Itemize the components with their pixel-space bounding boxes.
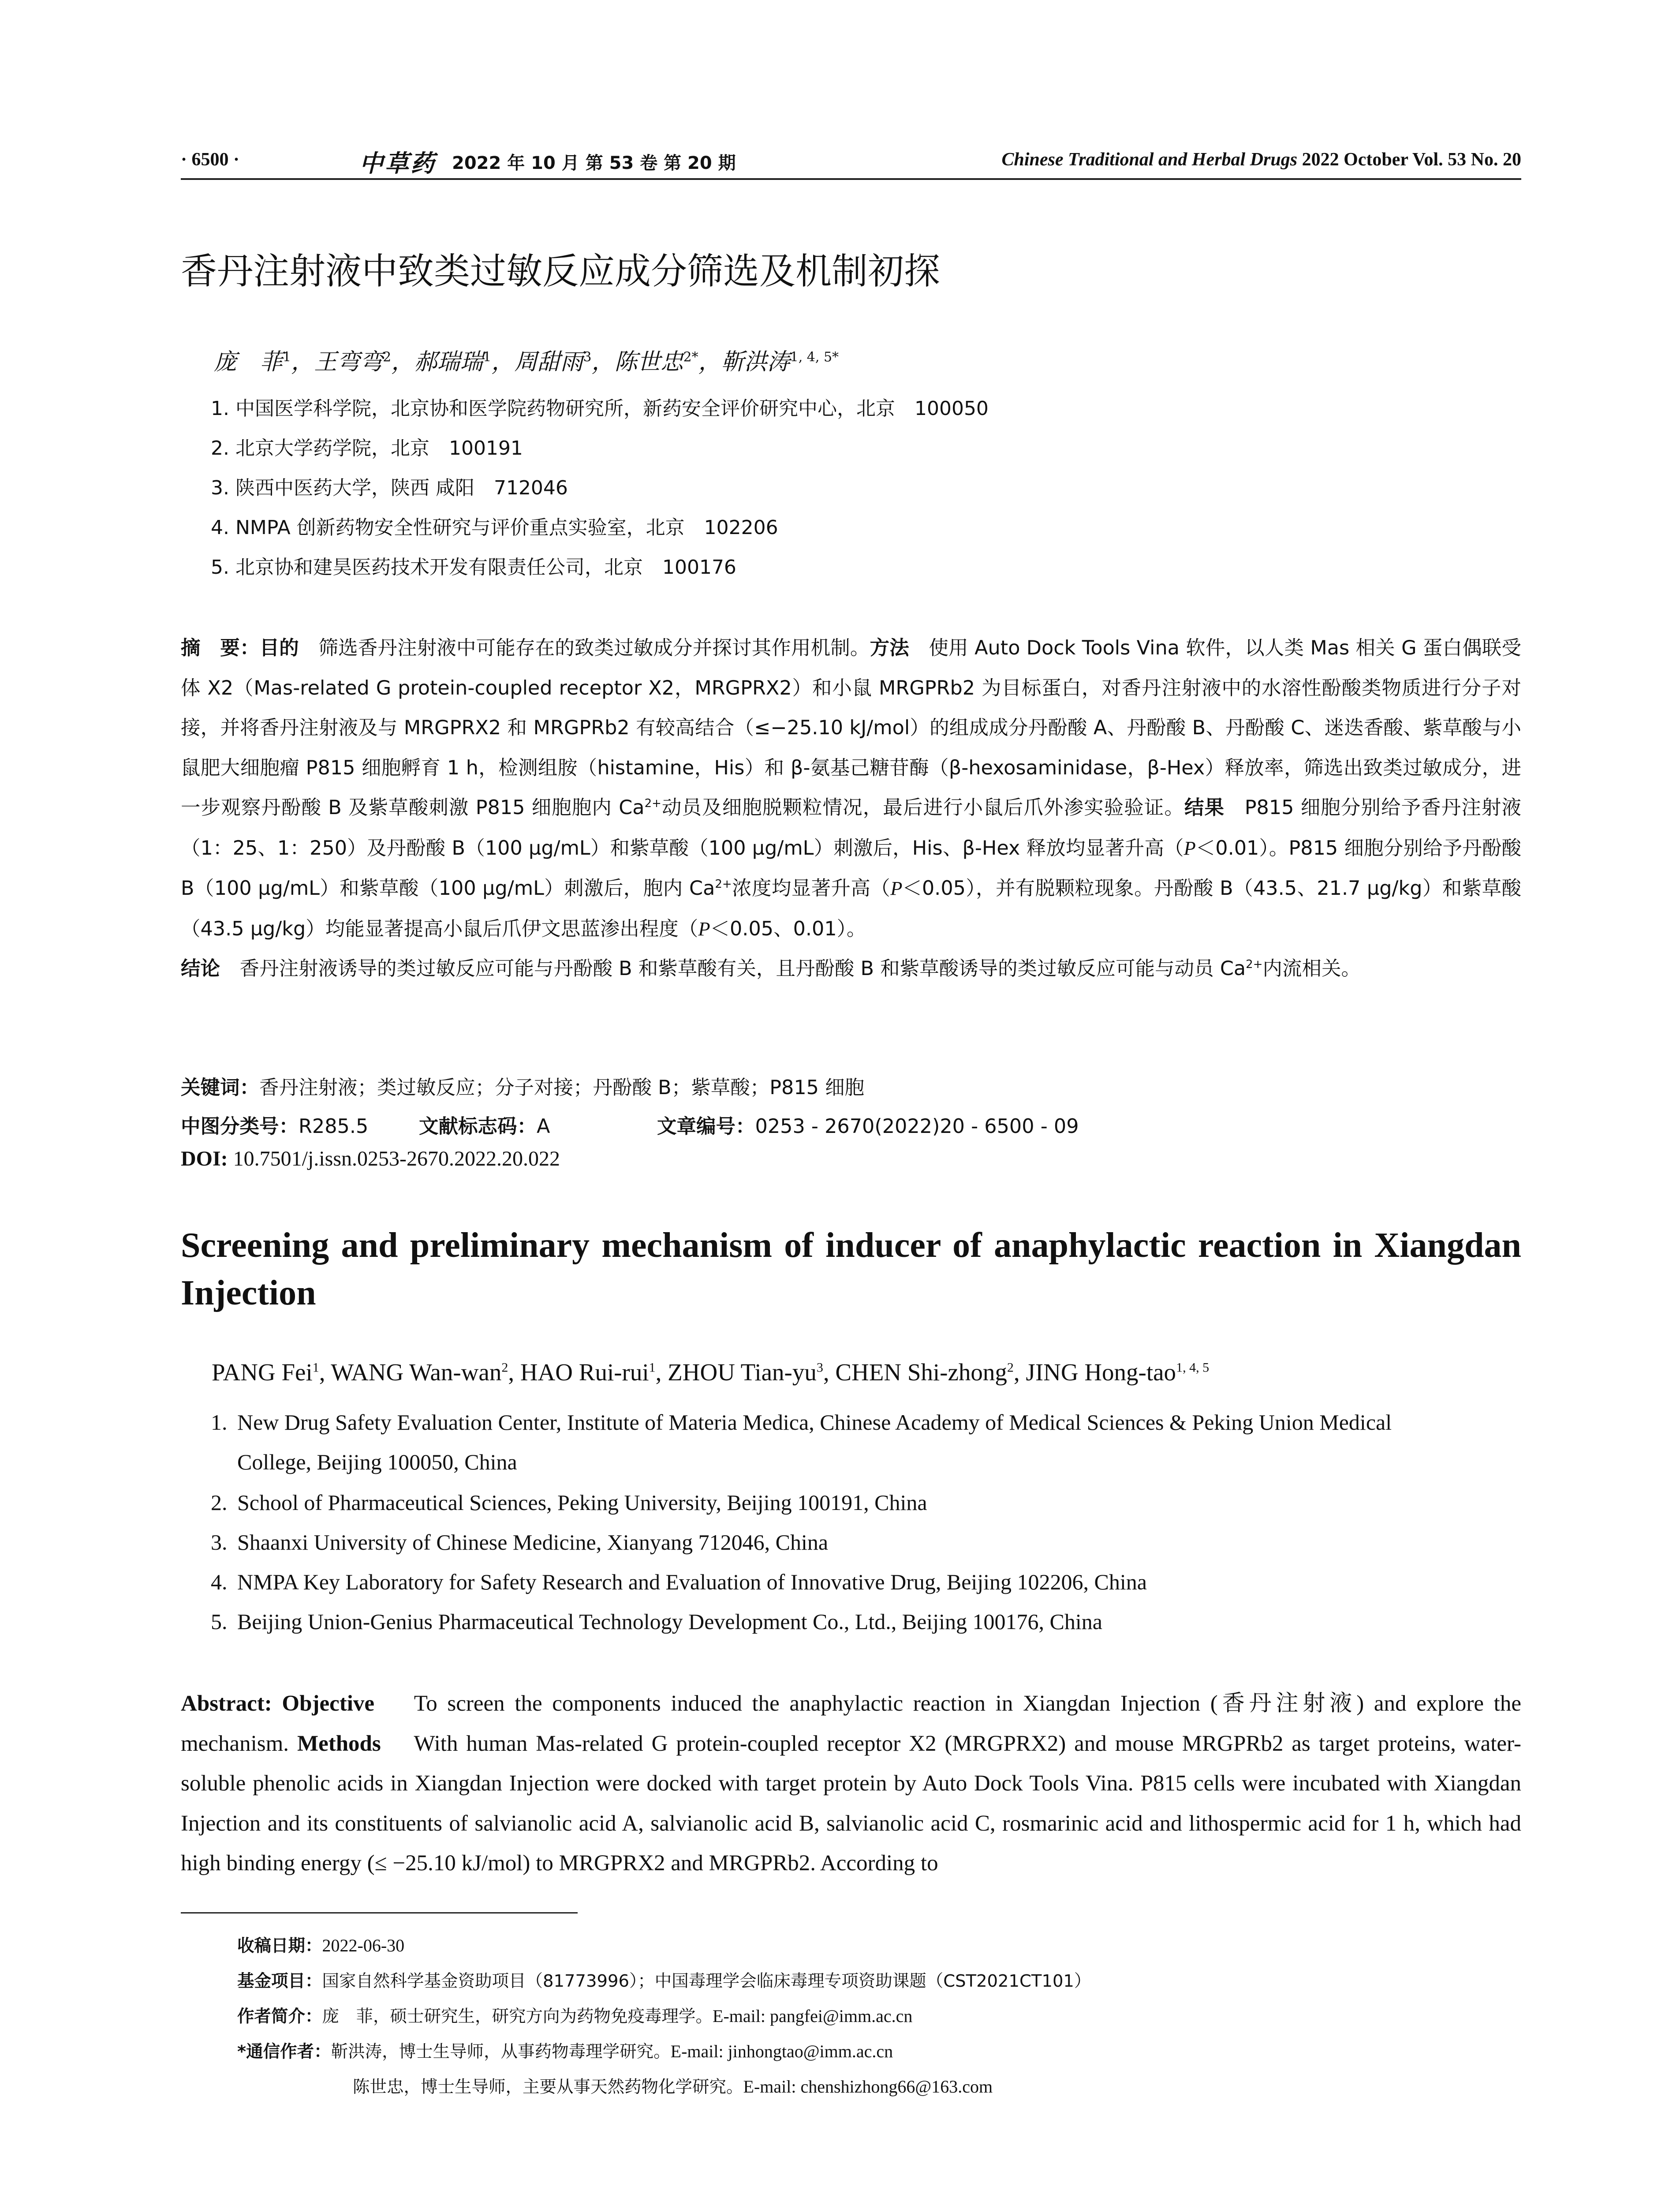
article-title-en: Screening and preliminary mechanism of inducer of anaphylactic reaction in Xiangdan Injection: [181, 1226, 1521, 1312]
objective-label-en: Objective: [282, 1691, 374, 1716]
author-affil-en: 1: [649, 1360, 656, 1375]
author-name-cn: 郝瑞瑞: [414, 349, 483, 375]
objective-text-cn: 筛选香丹注射液中可能存在的致类过敏成分并探讨其作用机制。: [318, 637, 870, 659]
header-divider: [181, 178, 1521, 180]
clc-value: R285.5: [299, 1115, 369, 1138]
affiliation-cn: 4. NMPA 创新药物安全性研究与评价重点实验室，北京 102206: [211, 516, 778, 539]
results-text-cn: ＜0.05、0.01）。: [710, 917, 866, 940]
classification-line: [181, 1110, 1079, 1139]
affiliation-number: 2.: [211, 1490, 228, 1515]
affiliation-en: [211, 1402, 1521, 1482]
conclusion-text-cn: 内流相关。: [1262, 957, 1361, 980]
author-name-en: PANG Fei: [212, 1359, 313, 1386]
author-affil-cn: 2: [383, 349, 392, 365]
doc-code-value: A: [537, 1115, 550, 1138]
p-value-symbol: P: [890, 877, 903, 899]
author-name-cn: 周甜雨: [514, 349, 583, 375]
methods-label-en: Methods: [297, 1731, 381, 1756]
affiliation-text: NMPA Key Laboratory for Safety Research and Evaluation of Innovative Drug, Beijing 102206, China: [237, 1570, 1147, 1594]
affiliation-text: College, Beijing 100050, China: [237, 1450, 517, 1474]
keywords-label: 关键词：: [181, 1076, 260, 1099]
results-text-cn: ＜0.01）。P815 细胞分别给予丹酚酸 B（100 μg/mL）和紫草酸（100 μg/mL）刺激后，胞内 Ca: [181, 837, 1521, 900]
superscript: 2+: [1246, 958, 1263, 972]
methods-label-cn: 方法: [870, 637, 909, 659]
conclusion-text-cn: 香丹注射液诱导的类过敏反应可能与丹酚酸 B 和紫草酸有关，且丹酚酸 B 和紫草酸诱导的类过敏反应可能与动员 Ca: [239, 957, 1246, 980]
objective-label-cn: 目的: [259, 637, 299, 659]
footnote-corresponding: [237, 2038, 893, 2063]
author-bio-text: 庞 菲，硕士研究生，研究方向为药物免疫毒理学。: [322, 2007, 713, 2026]
superscript: 2+: [644, 797, 661, 811]
author-name-cn: 王弯弯: [314, 349, 383, 375]
author-affil-en: 3: [816, 1360, 823, 1375]
affiliation-cn: 5. 北京协和建昊医药技术开发有限责任公司，北京 100176: [211, 556, 736, 579]
author-name-en: WANG Wan-wan: [331, 1359, 502, 1386]
p-value-symbol: P: [698, 917, 710, 940]
keywords-text: 香丹注射液；类过敏反应；分子对接；丹酚酸 B；紫草酸；P815 细胞: [259, 1076, 865, 1099]
keywords-cn: [181, 1072, 864, 1100]
affiliation-en: [211, 1522, 1521, 1562]
affiliation-number: 3.: [211, 1530, 228, 1555]
author-affil-cn: 3: [583, 349, 592, 365]
fund-text: 国家自然科学基金资助项目（81773996）；中国毒理学会临床毒理专项资助课题（CST2021CT101）: [322, 1971, 1091, 1991]
author-email[interactable]: E-mail: pangfei@imm.ac.cn: [713, 2006, 913, 2026]
corresponding-label: *通信作者：: [237, 2042, 331, 2062]
doi-line: [181, 1147, 560, 1171]
author-name-en: HAO Rui-rui: [520, 1359, 649, 1386]
author-name-en: ZHOU Tian-yu: [668, 1359, 817, 1386]
article-number-label: 文章编号：: [657, 1115, 755, 1138]
affiliation-cn: 3. 陕西中医药大学，陕西 咸阳 712046: [211, 477, 568, 499]
footnote-received: [237, 1932, 404, 1957]
article-number-value: 0253 - 2670(2022)20 - 6500 - 09: [755, 1115, 1079, 1138]
author-affil-cn: 2*: [683, 349, 698, 365]
methods-text-en: With human Mas-related G protein-coupled receptor X2 (MRGPRX2) and mouse MRGPRb2 as target proteins, water-soluble phenolic acids in Xiangdan Injection were docked with target protein by Auto Dock Tools Vina. P815 cells were incubated with Xiangdan Injection and its constituents of salvianolic acid A, salvianolic acid B, salvianolic acid C, rosmarinic acid and lithospermic acid for 1 h, which had high binding energy (≤ −25.10 kJ/mol) to MRGPRX2 and MRGPRb2. According to: [181, 1731, 1521, 1876]
abstract-label-en: Abstract:: [181, 1691, 272, 1716]
results-text-cn: 浓度均显著升高（: [732, 877, 891, 900]
affiliation-text: School of Pharmaceutical Sciences, Peking University, Beijing 100191, China: [237, 1490, 927, 1515]
p-value-symbol: P: [1183, 837, 1196, 859]
author-name-en: JING Hong-tao: [1026, 1359, 1176, 1386]
author-affil-cn: 1: [283, 349, 291, 365]
author-affil-en: 1, 4, 5: [1176, 1360, 1210, 1375]
affiliation-cn: 1. 中国医学科学院，北京协和医学院药物研究所，新药安全评价研究中心，北京 100050: [211, 397, 989, 420]
footnote-corresponding-2: [353, 2074, 993, 2098]
author-affil-en: 1: [312, 1360, 319, 1375]
footnote-author: [237, 2003, 912, 2027]
affiliation-text: Beijing Union-Genius Pharmaceutical Technology Development Co., Ltd., Beijing 100176, China: [237, 1609, 1102, 1634]
corresponding-text: 陈世忠，博士生导师，主要从事天然药物化学研究。: [353, 2077, 743, 2097]
doc-code-label: 文献标志码：: [419, 1115, 537, 1138]
methods-text-cn: 动员及细胞脱颗粒情况，最后进行小鼠后爪外渗实验验证。: [661, 796, 1184, 819]
footnote-divider: [181, 1912, 578, 1913]
corresponding-email[interactable]: E-mail: jinhongtao@imm.ac.cn: [670, 2041, 893, 2061]
author-name-cn: 靳洪涛: [721, 349, 790, 375]
affiliation-en: [211, 1562, 1521, 1602]
journal-logo: 中草药: [359, 149, 436, 177]
methods-text-cn: 使用 Auto Dock Tools Vina 软件，以人类 Mas 相关 G 蛋白偶联受体 X2（Mas-related G protein-coupled receptor X2，MRGPRX2）和小鼠 MRGPRb2 为目标蛋白，对香丹注射液中的水溶性酚酸类物质进行分子对接，并将香丹注射液及与 MRGPRX2 和 MRGPRb2 有较高结合（≤−25.10 kJ/mol）的组成成分丹酚酸 A、丹酚酸 B、丹酚酸 C、迷迭香酸、紫草酸与小鼠肥大细胞瘤 P815 细胞孵育 1 h，检测组胺（histamine，His）和 β-氨基己糖苷酶（β-hexosaminidase，β-Hex）释放率，筛选出致类过敏成分，进一步观察丹酚酸 B 及紫草酸刺激 P815 细胞胞内 Ca: [181, 637, 1521, 819]
results-text-cn: ＜0.05），并有脱颗粒现象。丹酚酸 B（43.5、21.7 μg/kg）和紫草酸（43.5 μg/kg）均能显著提高小鼠后爪伊文思蓝渗出程度（: [181, 877, 1521, 940]
affiliation-en: [211, 1602, 1521, 1641]
running-header: [181, 144, 1521, 179]
received-label: 收稿日期：: [237, 1936, 322, 1956]
affiliation-number: 1.: [211, 1410, 228, 1435]
affiliation-cn: 2. 北京大学药学院，北京 100191: [211, 437, 523, 460]
affiliation-number: 4.: [211, 1570, 228, 1594]
fund-label: 基金项目：: [237, 1971, 322, 1991]
corresponding-email[interactable]: E-mail: chenshizhong66@163.com: [743, 2077, 993, 2097]
abstract-en: [181, 1684, 1521, 1884]
issue-en: 2022 October Vol. 53 No. 20: [1302, 149, 1521, 170]
conclusion-label-cn: 结论: [181, 957, 220, 980]
issue-info-en: [1002, 149, 1521, 170]
results-text-cn: P815 细胞分别给予香丹注射液（1：25、1：250）及丹酚酸 B（100 μg/mL）和紫草酸（100 μg/mL）刺激后，His、β-Hex 释放均显著升高（: [181, 796, 1521, 860]
clc-label: 中图分类号：: [181, 1115, 299, 1138]
article-title-cn: 香丹注射液中致类过敏反应成分筛选及机制初探: [181, 250, 941, 292]
journal-name-en: Chinese Traditional and Herbal Drugs: [1001, 149, 1298, 170]
abstract-cn: [181, 628, 1521, 989]
abstract-label-cn: 摘 要：: [181, 637, 260, 659]
doi-value[interactable]: 10.7501/j.issn.0253-2670.2022.20.022: [233, 1147, 560, 1170]
corresponding-text: 靳洪涛，博士生导师，从事药物毒理学研究。: [331, 2042, 671, 2062]
objective-text-en: To screen the components induced the anaphylactic reaction in Xiangdan Injection (香丹注射液) and explore the mechanism.: [181, 1691, 1521, 1756]
author-affil-en: 2: [501, 1360, 508, 1375]
affiliation-en: [211, 1483, 1521, 1522]
footnote-fund: [237, 1968, 1091, 1992]
received-date: 2022-06-30: [322, 1936, 405, 1955]
doi-label: DOI:: [181, 1147, 228, 1170]
issue-info-cn: 2022 年 10 月 第 53 卷 第 20 期: [452, 153, 736, 173]
page-number: · 6500 ·: [181, 149, 240, 170]
affiliation-text: Shaanxi University of Chinese Medicine, Xianyang 712046, China: [237, 1530, 829, 1555]
author-affil-cn: 1, 4, 5*: [790, 349, 839, 365]
author-name-en: CHEN Shi-zhong: [835, 1359, 1007, 1386]
author-name-cn: 庞 菲: [214, 349, 283, 375]
superscript: 2+: [715, 878, 732, 891]
results-label-cn: 结果: [1184, 796, 1225, 819]
author-name-cn: 陈世忠: [614, 349, 683, 375]
author-affil-cn: 1: [483, 349, 492, 365]
author-list-cn: 庞 菲$^1$，王弯弯$^2$，郝瑞瑞$^1$，周甜雨$^3$，陈世忠$^{2*}$，靳洪涛$^{1, 4, 5*}$: [214, 349, 839, 375]
author-affil-en: 2: [1007, 1360, 1014, 1375]
author-bio-label: 作者简介：: [237, 2007, 322, 2026]
author-list-en: PANG Fei$^1$, WANG Wan-wan$^2$, HAO Rui-rui$^1$, ZHOU Tian-$yu^3$, CHEN Shi-zhong$^2$, JING Hong-tao$^{1, 4, 5}$: [212, 1359, 1210, 1386]
affiliation-text: New Drug Safety Evaluation Center, Institute of Materia Medica, Chinese Academy of Medical Sciences & Peking Union Medical: [237, 1410, 1392, 1435]
affiliation-number: 5.: [211, 1609, 228, 1634]
